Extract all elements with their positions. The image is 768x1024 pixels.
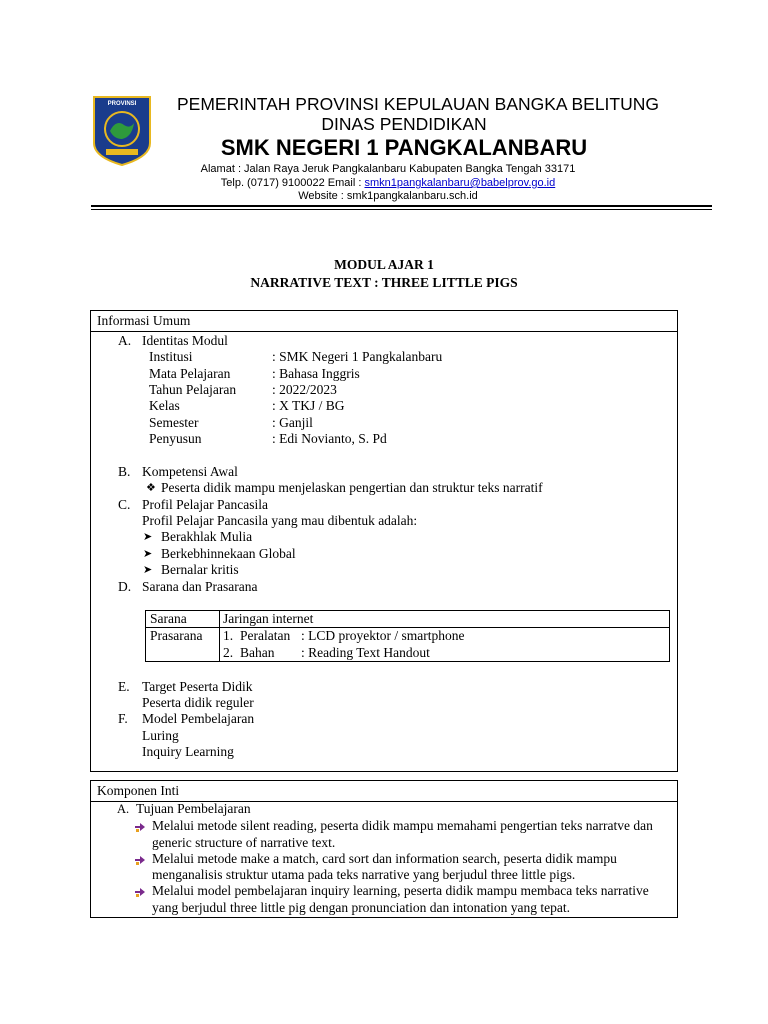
hand-pointer-icon: [134, 854, 146, 866]
identity-value: : Ganjil: [272, 415, 313, 430]
section-f-title: Model Pembelajaran: [142, 711, 255, 726]
profil-intro: Profil Pelajar Pancasila yang mau dibentuk adalah:: [142, 513, 418, 528]
government-name: PEMERINTAH PROVINSI KEPULAUAN BANGKA BELITUNG: [176, 94, 659, 114]
identity-label: Penyusun: [149, 431, 202, 446]
prasarana-value: : LCD proyektor / smartphone: [301, 628, 465, 643]
section-c-title: Profil Pelajar Pancasila: [142, 497, 268, 512]
identity-label: Tahun Pelajaran: [149, 382, 237, 397]
identity-value: : 2022/2023: [272, 382, 337, 397]
komponen-a-title: Tujuan Pembelajaran: [136, 801, 251, 816]
section-d-letter: D.: [118, 579, 132, 594]
hand-pointer-icon: [134, 821, 146, 833]
tujuan-item-line2: generic structure of narrative text.: [152, 835, 336, 850]
section-b-letter: B.: [118, 464, 131, 479]
prasarana-num: 1.: [223, 628, 234, 643]
logo-text: PROVINSI: [107, 101, 137, 107]
section-f-letter: F.: [118, 711, 128, 726]
section-b-title: Kompetensi Awal: [142, 464, 238, 479]
identity-value: : Edi Novianto, S. Pd: [272, 431, 387, 446]
profil-item: Berakhlak Mulia: [161, 529, 253, 544]
arrow-bullet-icon: ➤: [143, 564, 153, 576]
school-address: Alamat : Jalan Raya Jeruk Pangkalanbaru Kabupaten Bangka Tengah 33171: [200, 163, 576, 175]
sarana-label: Sarana: [150, 611, 187, 626]
identity-value: : Bahasa Inggris: [272, 366, 360, 381]
arrow-bullet-icon: ➤: [143, 548, 153, 560]
email-link[interactable]: smkn1pangkalanbaru@babelprov.go.id: [364, 177, 556, 189]
kompetensi-text: Peserta didik mampu menjelaskan pengertian dan struktur teks narratif: [161, 480, 543, 495]
letterhead-rule-thin: [91, 209, 712, 210]
tujuan-item-line1: Melalui metode make a match, card sort dan information search, peserta didik mampu: [152, 851, 617, 866]
module-subtitle: NARRATIVE TEXT : THREE LITTLE PIGS: [250, 275, 518, 290]
section-e-letter: E.: [118, 679, 130, 694]
identity-label: Mata Pelajaran: [149, 366, 231, 381]
informasi-umum-title: Informasi Umum: [97, 313, 191, 328]
prasarana-name: Bahan: [240, 645, 275, 660]
section-e-title: Target Peserta Didik: [142, 679, 253, 694]
model-line: Luring: [142, 728, 179, 743]
school-name: SMK NEGERI 1 PANGKALANBARU: [220, 135, 588, 160]
informasi-umum-header: [91, 311, 677, 332]
tujuan-item-line2: yang berjudul three little pig dengan pronunciation dan intonation yang tepat.: [152, 900, 571, 915]
target-text: Peserta didik reguler: [142, 695, 254, 710]
arrow-bullet-icon: ➤: [143, 531, 153, 543]
section-a-letter: A.: [118, 333, 132, 348]
diamond-bullet-icon: ❖: [146, 482, 156, 494]
module-title: MODUL AJAR 1: [334, 257, 434, 272]
prasarana-value: : Reading Text Handout: [301, 645, 430, 660]
section-c-letter: C.: [118, 497, 131, 512]
model-line: Inquiry Learning: [142, 744, 234, 759]
tujuan-item-line1: Melalui model pembelajaran inquiry learning, peserta didik mampu membaca teks narrative: [152, 883, 649, 898]
komponen-inti-title: Komponen Inti: [97, 783, 180, 798]
sarana-value: Jaringan internet: [223, 611, 314, 626]
contact-line: [0, 177, 768, 189]
hand-pointer-icon: [134, 886, 146, 898]
komponen-a-letter: A.: [117, 802, 130, 816]
identity-value: : SMK Negeri 1 Pangkalanbaru: [272, 349, 443, 364]
phone-text: Telp. (0717) 9100022 Email :: [220, 177, 365, 189]
identity-value: : X TKJ / BG: [272, 398, 345, 413]
section-d-title: Sarana dan Prasarana: [142, 579, 258, 594]
prasarana-name: Peralatan: [240, 628, 291, 643]
identity-label: Institusi: [149, 349, 193, 364]
prasarana-num: 2.: [223, 645, 234, 660]
website-text: Website : smk1pangkalanbaru.sch.id: [298, 190, 478, 202]
section-a-title: Identitas Modul: [142, 333, 228, 348]
identity-label: Kelas: [149, 398, 180, 413]
profil-item: Berkebhinnekaan Global: [161, 546, 296, 561]
tujuan-item-line1: Melalui metode silent reading, peserta didik mampu memahami pengertian teks narratve dan: [152, 818, 653, 833]
department-name: DINAS PENDIDIKAN: [321, 114, 487, 134]
profil-item: Bernalar kritis: [161, 562, 239, 577]
prasarana-label: Prasarana: [150, 628, 203, 643]
letterhead-rule-thick: [91, 205, 712, 207]
komponen-inti-header: [91, 781, 677, 802]
identity-label: Semester: [149, 415, 199, 430]
tujuan-item-line2: menganalisis struktur utama pada teks narrative yang berjudul three little pigs.: [152, 867, 576, 882]
